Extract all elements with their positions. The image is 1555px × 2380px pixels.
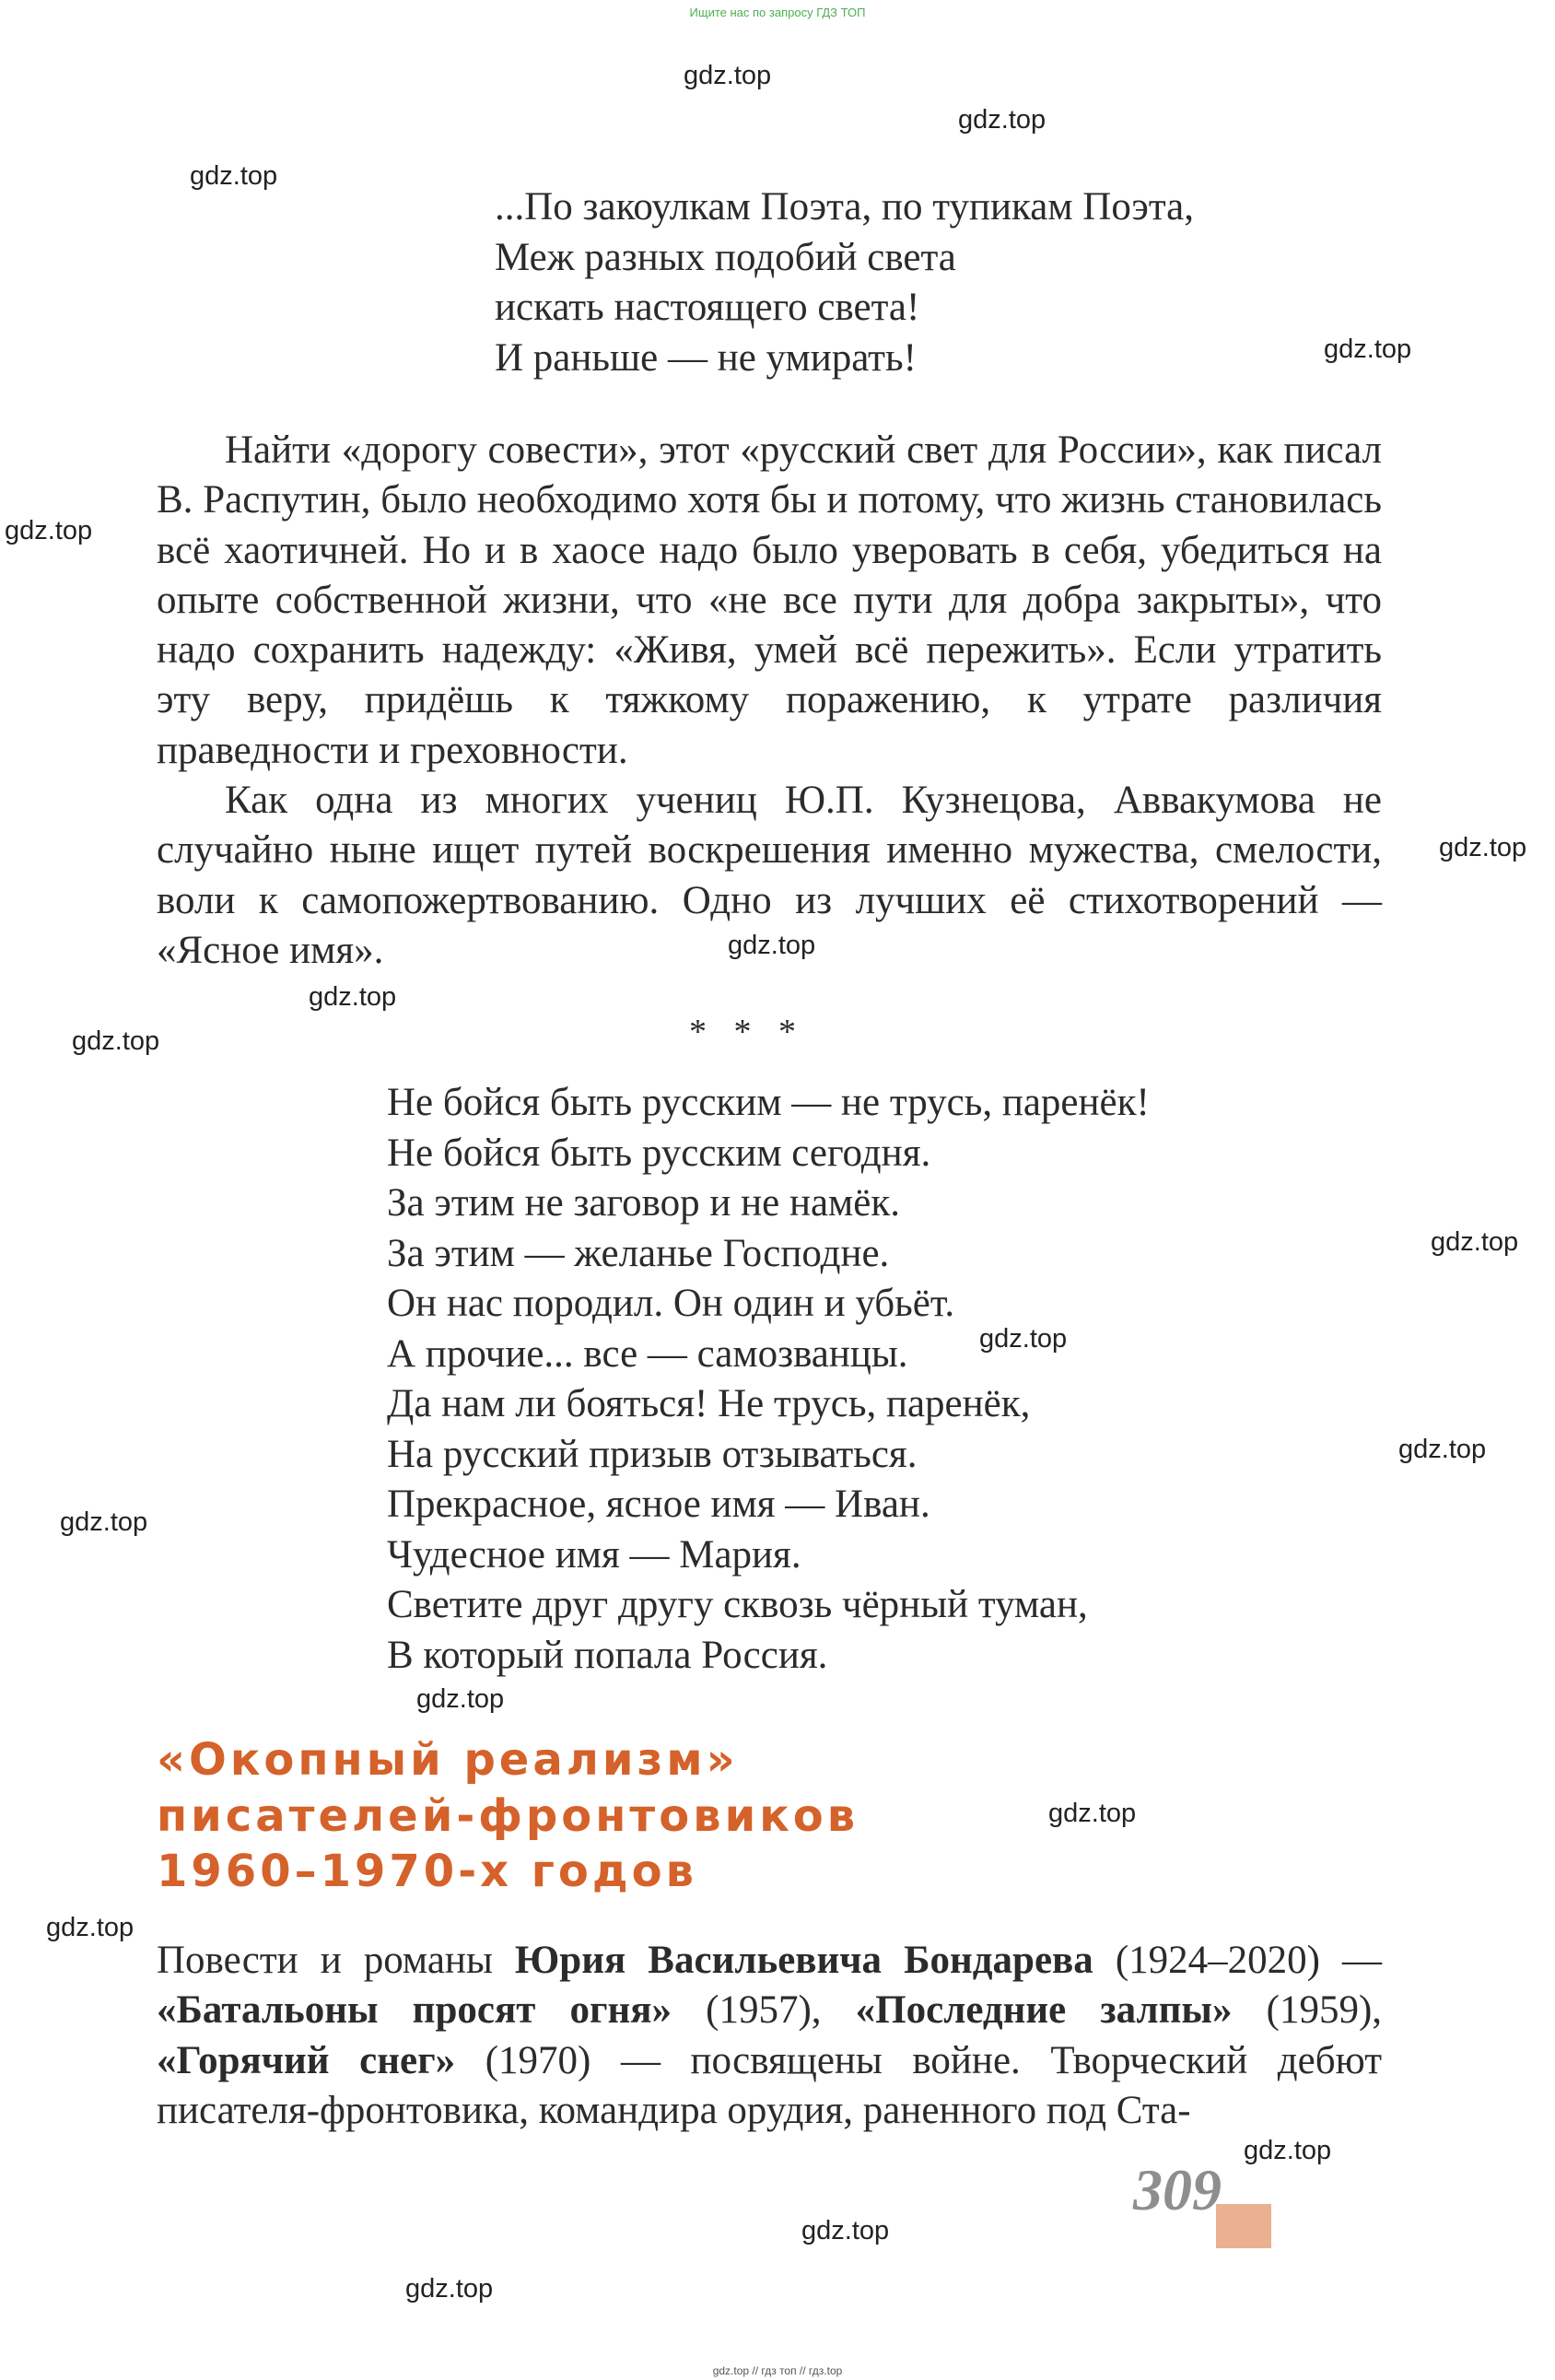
poem-line: Прекрасное, ясное имя — Иван. bbox=[387, 1483, 930, 1526]
poem-line: Меж разных подобий света bbox=[495, 235, 956, 279]
book-title: «Последние залпы» bbox=[855, 1988, 1233, 2033]
watermark: gdz.top bbox=[5, 516, 93, 545]
section-divider: * * * bbox=[689, 1013, 805, 1051]
watermark: gdz.top bbox=[1398, 1435, 1487, 1464]
poem-line: И раньше — не умирать! bbox=[495, 335, 917, 380]
poem-line: А прочие... все — самозванцы. bbox=[387, 1331, 908, 1376]
paragraph bbox=[157, 1936, 1382, 2136]
poem-line: Не бойся быть русским сегодня. bbox=[387, 1131, 931, 1175]
watermark: gdz.top bbox=[190, 161, 278, 191]
watermark: gdz.top bbox=[60, 1507, 148, 1537]
watermark: gdz.top bbox=[728, 931, 816, 960]
watermark: gdz.top bbox=[684, 61, 772, 90]
text-run: (1970) — посвящены войне. Творческий дебют писателя-фронтовика, командира орудия, раненного под Ста- bbox=[157, 2038, 1382, 2132]
text-run: (1957), bbox=[672, 1988, 856, 2033]
watermark: gdz.top bbox=[416, 1684, 505, 1714]
poem bbox=[387, 1078, 1150, 1681]
poem-line: ...По закоулкам Поэта, по тупикам Поэта, bbox=[495, 185, 1194, 229]
watermark: gdz.top bbox=[1244, 2136, 1332, 2165]
poem-line: В который попала Россия. bbox=[387, 1633, 828, 1677]
poem-line: На русский призыв отзываться. bbox=[387, 1432, 918, 1476]
watermark: gdz.top bbox=[46, 1913, 134, 1942]
watermark: gdz.top bbox=[72, 1026, 160, 1056]
poem-excerpt bbox=[495, 182, 1194, 383]
poem-line: Да нам ли бояться! Не трусь, паренёк, bbox=[387, 1382, 1031, 1425]
watermark: gdz.top bbox=[309, 982, 397, 1012]
poem-line: Он нас породил. Он один и убьёт. bbox=[387, 1282, 955, 1325]
watermark: gdz.top bbox=[1439, 833, 1527, 862]
poem-line: искать настоящего света! bbox=[495, 286, 920, 329]
section-heading bbox=[157, 1732, 859, 1900]
paragraph: Найти «дорогу совести», этот «русский свет для России», как писал В. Распутин, было необходимо хотя бы и потому, что жизнь становилась всё хаотичней. Но и в хаосе надо было уверовать в себя, убедиться на опыте собственной жизни, что «не все пути для добра закрыты», что надо сохранить надежду: «Живя, умей всё пережить». Если утратить эту веру, придёшь к тяжкому поражению, к утрате различия праведности и греховности. bbox=[157, 428, 1382, 772]
footer-note: gdz.top // гдз топ // гдз.top bbox=[712, 2364, 843, 2377]
text-run: (1924–2020) — bbox=[1093, 1939, 1383, 1982]
heading-line: 1960–1970-х годов bbox=[157, 1846, 697, 1897]
page-marker bbox=[1216, 2204, 1271, 2248]
watermark: gdz.top bbox=[979, 1324, 1068, 1354]
header-note: Ищите нас по запросу ГДЗ ТОП bbox=[689, 6, 866, 19]
text-run: (1959), bbox=[1232, 1988, 1383, 2033]
author-name: Юрия Васильевича Бондарева bbox=[514, 1939, 1093, 1982]
watermark: gdz.top bbox=[801, 2216, 890, 2245]
poem-line: За этим не заговор и не намёк. bbox=[387, 1181, 900, 1225]
heading-line: «Окопный реализм» bbox=[157, 1734, 739, 1786]
paragraph: Как одна из многих учениц Ю.П. Кузнецова, Аввакумова не случайно ныне ищет путей воскрешения именно мужества, смелости, воли к самопожертвованию. Одно из лучших её стихотворений — «Ясное имя». bbox=[157, 779, 1382, 972]
heading-line: писателей-фронтовиков bbox=[157, 1789, 859, 1842]
body-text bbox=[157, 426, 1382, 976]
poem-line: Чудесное имя — Мария. bbox=[387, 1532, 801, 1577]
text-run: Повести и романы bbox=[157, 1939, 515, 1982]
poem-line: Не бойся быть русским — не трусь, паренёк! bbox=[387, 1081, 1150, 1124]
watermark: gdz.top bbox=[405, 2274, 494, 2304]
book-title: «Горячий снег» bbox=[157, 2038, 456, 2082]
watermark: gdz.top bbox=[1324, 334, 1412, 364]
poem-line: За этим — желанье Господне. bbox=[387, 1231, 890, 1275]
watermark: gdz.top bbox=[1431, 1227, 1519, 1257]
watermark: gdz.top bbox=[1048, 1799, 1137, 1828]
page-number: 309 bbox=[1133, 2157, 1222, 2222]
body-text bbox=[157, 1936, 1382, 2136]
watermark: gdz.top bbox=[958, 105, 1046, 135]
poem-line: Светите друг другу сквозь чёрный туман, bbox=[387, 1583, 1088, 1626]
book-title: «Батальоны просят огня» bbox=[157, 1988, 672, 2033]
